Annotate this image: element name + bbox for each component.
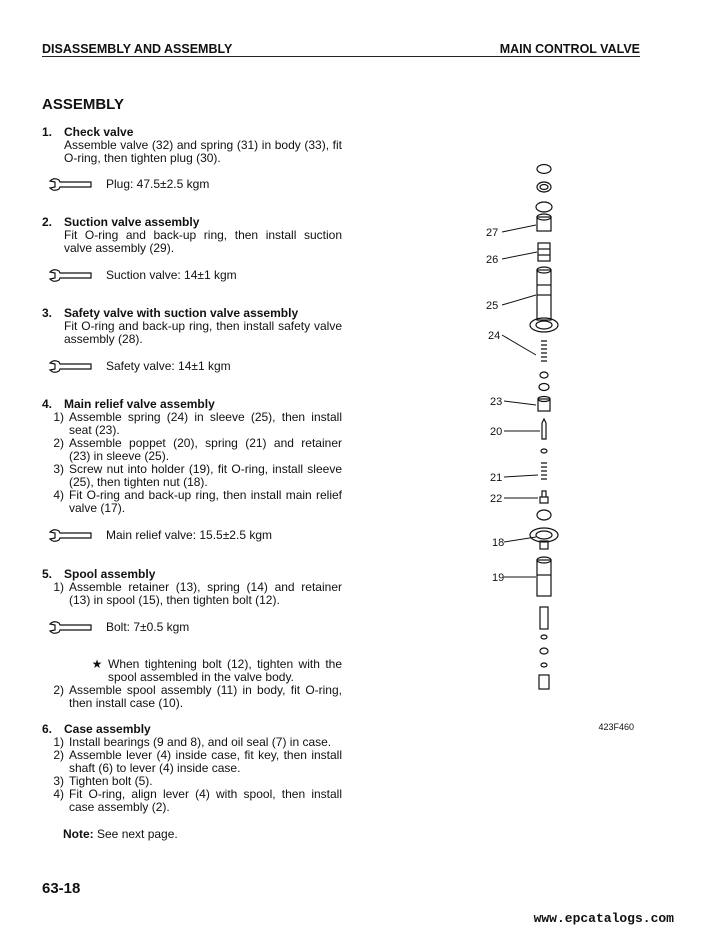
header-left: DISASSEMBLY AND ASSEMBLY: [42, 42, 233, 56]
page-title: ASSEMBLY: [42, 96, 124, 113]
torque-spec: [48, 358, 231, 374]
torque-value: Bolt: 7±0.5 kgm: [106, 620, 190, 634]
section-spool: [42, 568, 342, 607]
step-text: Assemble lever (4) inside case, fit key, then install shaft (6) to lever (4) inside case.: [69, 748, 342, 775]
part-label: 23: [490, 396, 503, 408]
step-number: 2): [53, 683, 64, 697]
section-heading: Suction valve assembly: [64, 215, 200, 229]
section-body: Fit O-ring and back-up ring, then install safety valve assembly (28).: [64, 319, 342, 346]
torque-spec: [48, 176, 209, 192]
section-heading: Spool assembly: [64, 567, 156, 581]
step-item: [42, 489, 342, 515]
step-number: 3): [53, 462, 64, 476]
page-number: 63-18: [42, 880, 81, 897]
wrench-icon: [48, 619, 94, 635]
section-main-relief: [42, 398, 342, 515]
step-text: Assemble spring (24) in sleeve (25), then install seat (23).: [69, 410, 342, 437]
section-safety-valve: [42, 307, 342, 346]
step-text: Assemble poppet (20), spring (21) and retainer (23) in sleeve (25).: [69, 436, 342, 463]
section-check-valve: [42, 126, 342, 165]
section-heading: Safety valve with suction valve assembly: [64, 306, 299, 320]
section-number: 3.: [42, 306, 53, 320]
step-number: 1): [53, 410, 64, 424]
note-label: Note:: [63, 827, 94, 841]
torque-value: Safety valve: 14±1 kgm: [106, 359, 231, 373]
step-number: 2): [53, 748, 64, 762]
section-body: Fit O-ring and back-up ring, then install suction valve assembly (29).: [64, 228, 342, 255]
section-heading: Case assembly: [64, 722, 151, 736]
section-number: 5.: [42, 567, 53, 581]
step-text: Tighten bolt (5).: [69, 774, 153, 788]
section-spool-cont: [42, 658, 342, 710]
wrench-icon: [48, 176, 94, 192]
wrench-icon: [48, 358, 94, 374]
star-icon: ★: [91, 657, 103, 671]
torque-value: Suction valve: 14±1 kgm: [106, 268, 237, 282]
step-text: Assemble retainer (13), spring (14) and retainer (13) in spool (15), then tighten bolt (12).: [69, 580, 342, 607]
header-right: MAIN CONTROL VALVE: [499, 42, 640, 56]
section-number: 4.: [42, 397, 53, 411]
section-heading: Check valve: [64, 125, 134, 139]
step-item: [42, 411, 342, 437]
caution-note: [86, 658, 342, 684]
wrench-icon: [48, 527, 94, 543]
part-label: 25: [486, 300, 499, 312]
section-number: 2.: [42, 215, 53, 229]
step-text: Fit O-ring, align lever (4) with spool, then install case assembly (2).: [69, 787, 342, 814]
step-item: [42, 437, 342, 463]
part-label: 20: [490, 426, 503, 438]
caution-text: When tightening bolt (12), tighten with the spool assembled in the valve body.: [108, 657, 342, 684]
step-text: Screw nut into holder (19), fit O-ring, install sleeve (25), then tighten nut (18).: [69, 462, 342, 489]
torque-spec: [48, 527, 272, 543]
section-heading: Main relief valve assembly: [64, 397, 215, 411]
step-item: [42, 749, 342, 775]
figure-code: 423F460: [598, 722, 634, 732]
step-number: 1): [53, 735, 64, 749]
part-label: 21: [490, 472, 503, 484]
torque-spec: [48, 619, 189, 635]
note: [63, 827, 178, 841]
step-text: Fit O-ring and back-up ring, then install main relief valve (17).: [69, 488, 342, 515]
wrench-icon: [48, 267, 94, 283]
step-text: Assemble spool assembly (11) in body, fit O-ring, then install case (10).: [69, 683, 342, 710]
torque-value: Main relief valve: 15.5±2.5 kgm: [106, 528, 272, 542]
note-text: See next page.: [93, 827, 178, 841]
section-body: Assemble valve (32) and spring (31) in body (33), fit O-ring, then tighten plug (30).: [64, 138, 342, 165]
step-item: [42, 788, 342, 814]
part-label: 22: [490, 493, 503, 505]
section-number: 1.: [42, 125, 53, 139]
section-suction-valve: [42, 216, 342, 255]
step-number: 4): [53, 488, 64, 502]
step-number: 3): [53, 774, 64, 788]
part-label: 18: [492, 537, 505, 549]
part-label: 19: [492, 572, 505, 584]
exploded-parts-figure: [480, 155, 640, 695]
section-number: 6.: [42, 722, 53, 736]
step-number: 4): [53, 787, 64, 801]
step-item: [42, 684, 342, 710]
torque-spec: [48, 267, 237, 283]
part-label: 24: [488, 330, 501, 342]
step-text: Install bearings (9 and 8), and oil seal (7) in case.: [69, 735, 332, 749]
torque-value: Plug: 47.5±2.5 kgm: [106, 177, 210, 191]
watermark: www.epcatalogs.com: [533, 911, 674, 926]
section-case: [42, 723, 342, 814]
part-label: 26: [486, 254, 499, 266]
step-item: [42, 463, 342, 489]
part-label: 27: [486, 227, 499, 239]
header-rule: [42, 56, 640, 57]
step-number: 2): [53, 436, 64, 450]
step-item: [42, 581, 342, 607]
step-number: 1): [53, 580, 64, 594]
